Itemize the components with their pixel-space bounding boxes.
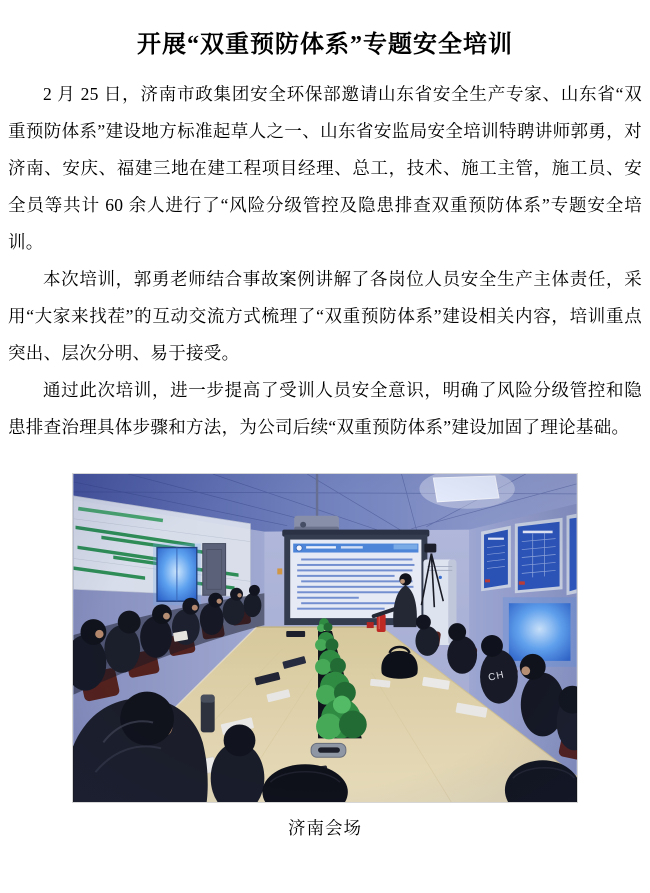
training-photo-figure — [72, 473, 578, 840]
article-body — [8, 76, 642, 446]
paragraph-1: 2 月 25 日，济南市政集团安全环保部邀请山东省安全生产专家、山东省“双重预防体系”建设地方标准起草人之一、山东省安监局安全培训特聘讲师郭勇，对济南、安庆、福建三地在建工程项目经理、总工，技术、施工主管，施工员、安全员等共计 60 余人进行了“风险分级管控及隐患排查双重预防体系”专题安全培训。 — [8, 84, 642, 252]
page-title: 开展“双重预防体系”专题安全培训 — [137, 32, 513, 58]
paragraph-2: 本次培训，郭勇老师结合事故案例讲解了各岗位人员安全生产主体责任，采用“大家来找茬”的互动交流方式梳理了“双重预防体系”建设相关内容，培训重点突出、层次分明、易于接受。 — [8, 269, 642, 363]
photo-vignette — [74, 474, 577, 802]
meeting-room-illustration — [73, 474, 577, 802]
photo-caption: 济南会场 — [288, 818, 362, 838]
training-room-photo — [72, 473, 578, 803]
article — [0, 28, 650, 840]
paragraph-3: 通过此次培训，进一步提高了受训人员安全意识，明确了风险分级管控和隐患排查治理具体步骤和方法，为公司后续“双重预防体系”建设加固了理论基础。 — [8, 380, 642, 437]
